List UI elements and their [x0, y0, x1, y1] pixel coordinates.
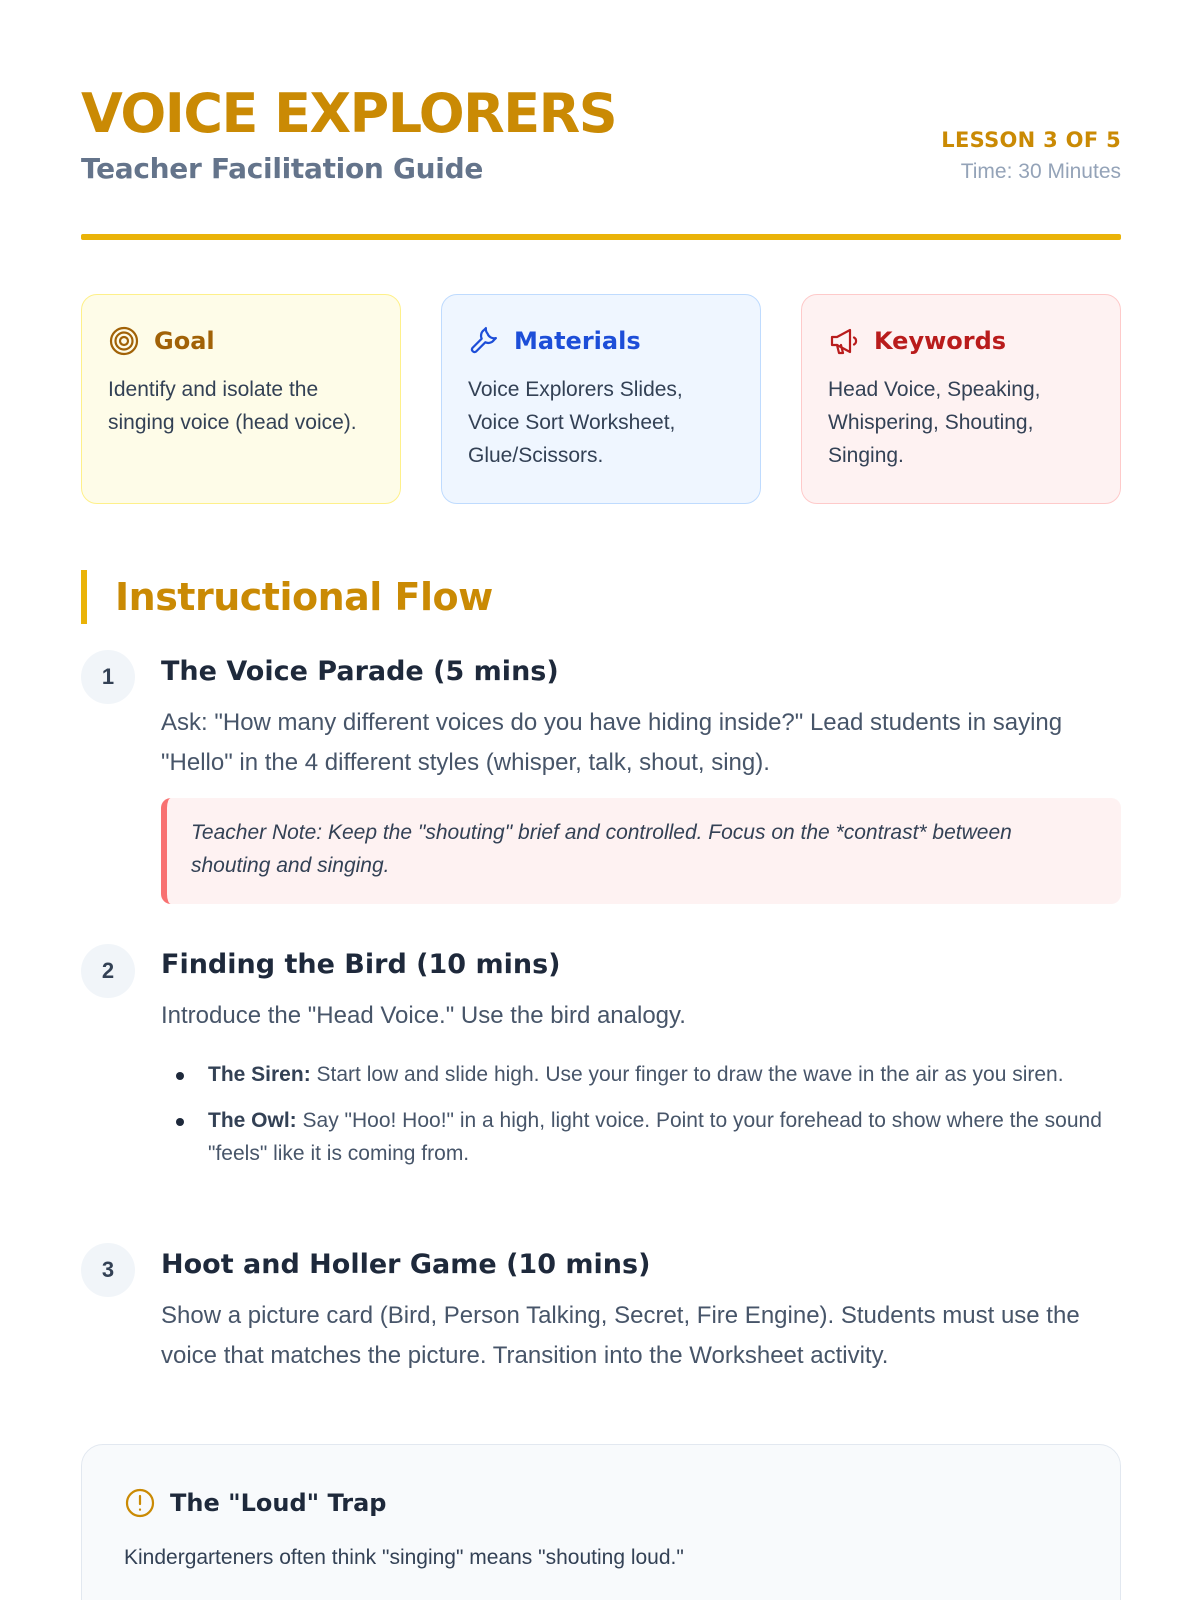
target-icon	[108, 325, 140, 357]
page-subtitle: Teacher Facilitation Guide	[81, 152, 484, 185]
teacher-note: Teacher Note: Keep the "shouting" brief and controlled. Focus on the *contrast* between shouting and singing.	[161, 798, 1121, 904]
step-2-number: 2	[81, 944, 135, 998]
step-1-description: Ask: "How many different voices do you have hiding inside?" Lead students in saying "Hello" in the 4 different styles (whisper, talk, shout, sing).	[161, 709, 1063, 776]
bullet-label: The Siren:	[208, 1063, 311, 1086]
materials-card	[441, 294, 761, 504]
step-1-title: The Voice Parade (5 mins)	[161, 656, 559, 687]
goal-card-title: Goal	[154, 327, 215, 355]
bullet-label: The Owl:	[208, 1109, 297, 1132]
header-divider	[81, 234, 1121, 240]
step-2-title: Finding the Bird (10 mins)	[161, 949, 561, 980]
instructional-flow-heading	[81, 570, 493, 624]
page-title: VOICE EXPLORERS	[81, 82, 617, 145]
goal-card	[81, 294, 401, 504]
alert-circle-icon	[124, 1487, 156, 1519]
keywords-card-title: Keywords	[874, 327, 1007, 355]
loud-trap-header	[124, 1485, 1078, 1521]
lesson-number: LESSON 3 OF 5	[941, 128, 1121, 152]
section-title: Instructional Flow	[115, 575, 493, 619]
megaphone-icon	[828, 325, 860, 357]
materials-card-title: Materials	[514, 327, 641, 355]
bullet-text: Say "Hoo! Hoo!" in a high, light voice. Point to your forehead to show where the sound "feels" like it is coming from.	[208, 1109, 1102, 1165]
materials-card-body: Voice Explorers Slides, Voice Sort Worksheet, Glue/Scissors.	[468, 378, 683, 467]
lesson-time: Time: 30 Minutes	[960, 160, 1121, 183]
step-3-description: Show a picture card (Bird, Person Talking, Secret, Fire Engine). Students must use the voice that matches the picture. Transition into the Worksheet activity.	[161, 1302, 1080, 1369]
step-3-number: 3	[81, 1243, 135, 1297]
step-2-bullet-list	[174, 1058, 1121, 1183]
lesson-info	[941, 128, 1121, 184]
loud-trap-text: Kindergarteners often think "singing" means "shouting loud."	[124, 1546, 684, 1569]
goal-card-header	[108, 323, 374, 359]
materials-card-header	[468, 323, 734, 359]
bullet-text: Start low and slide high. Use your finger to draw the wave in the air as you siren.	[310, 1063, 1064, 1086]
page-header	[81, 84, 1121, 244]
keywords-card-body: Head Voice, Speaking, Whispering, Shouting, Singing.	[828, 378, 1041, 467]
goal-card-body: Identify and isolate the singing voice (head voice).	[108, 378, 357, 434]
wrench-icon	[468, 325, 500, 357]
loud-trap-callout	[81, 1444, 1121, 1600]
keywords-card-header	[828, 323, 1094, 359]
step-1-number: 1	[81, 650, 135, 704]
loud-trap-title: The "Loud" Trap	[170, 1489, 387, 1517]
list-item	[174, 1104, 1121, 1170]
list-item	[174, 1058, 1121, 1091]
step-2-description: Introduce the "Head Voice." Use the bird analogy.	[161, 1002, 686, 1029]
keywords-card	[801, 294, 1121, 504]
step-3-title: Hoot and Holler Game (10 mins)	[161, 1249, 651, 1280]
